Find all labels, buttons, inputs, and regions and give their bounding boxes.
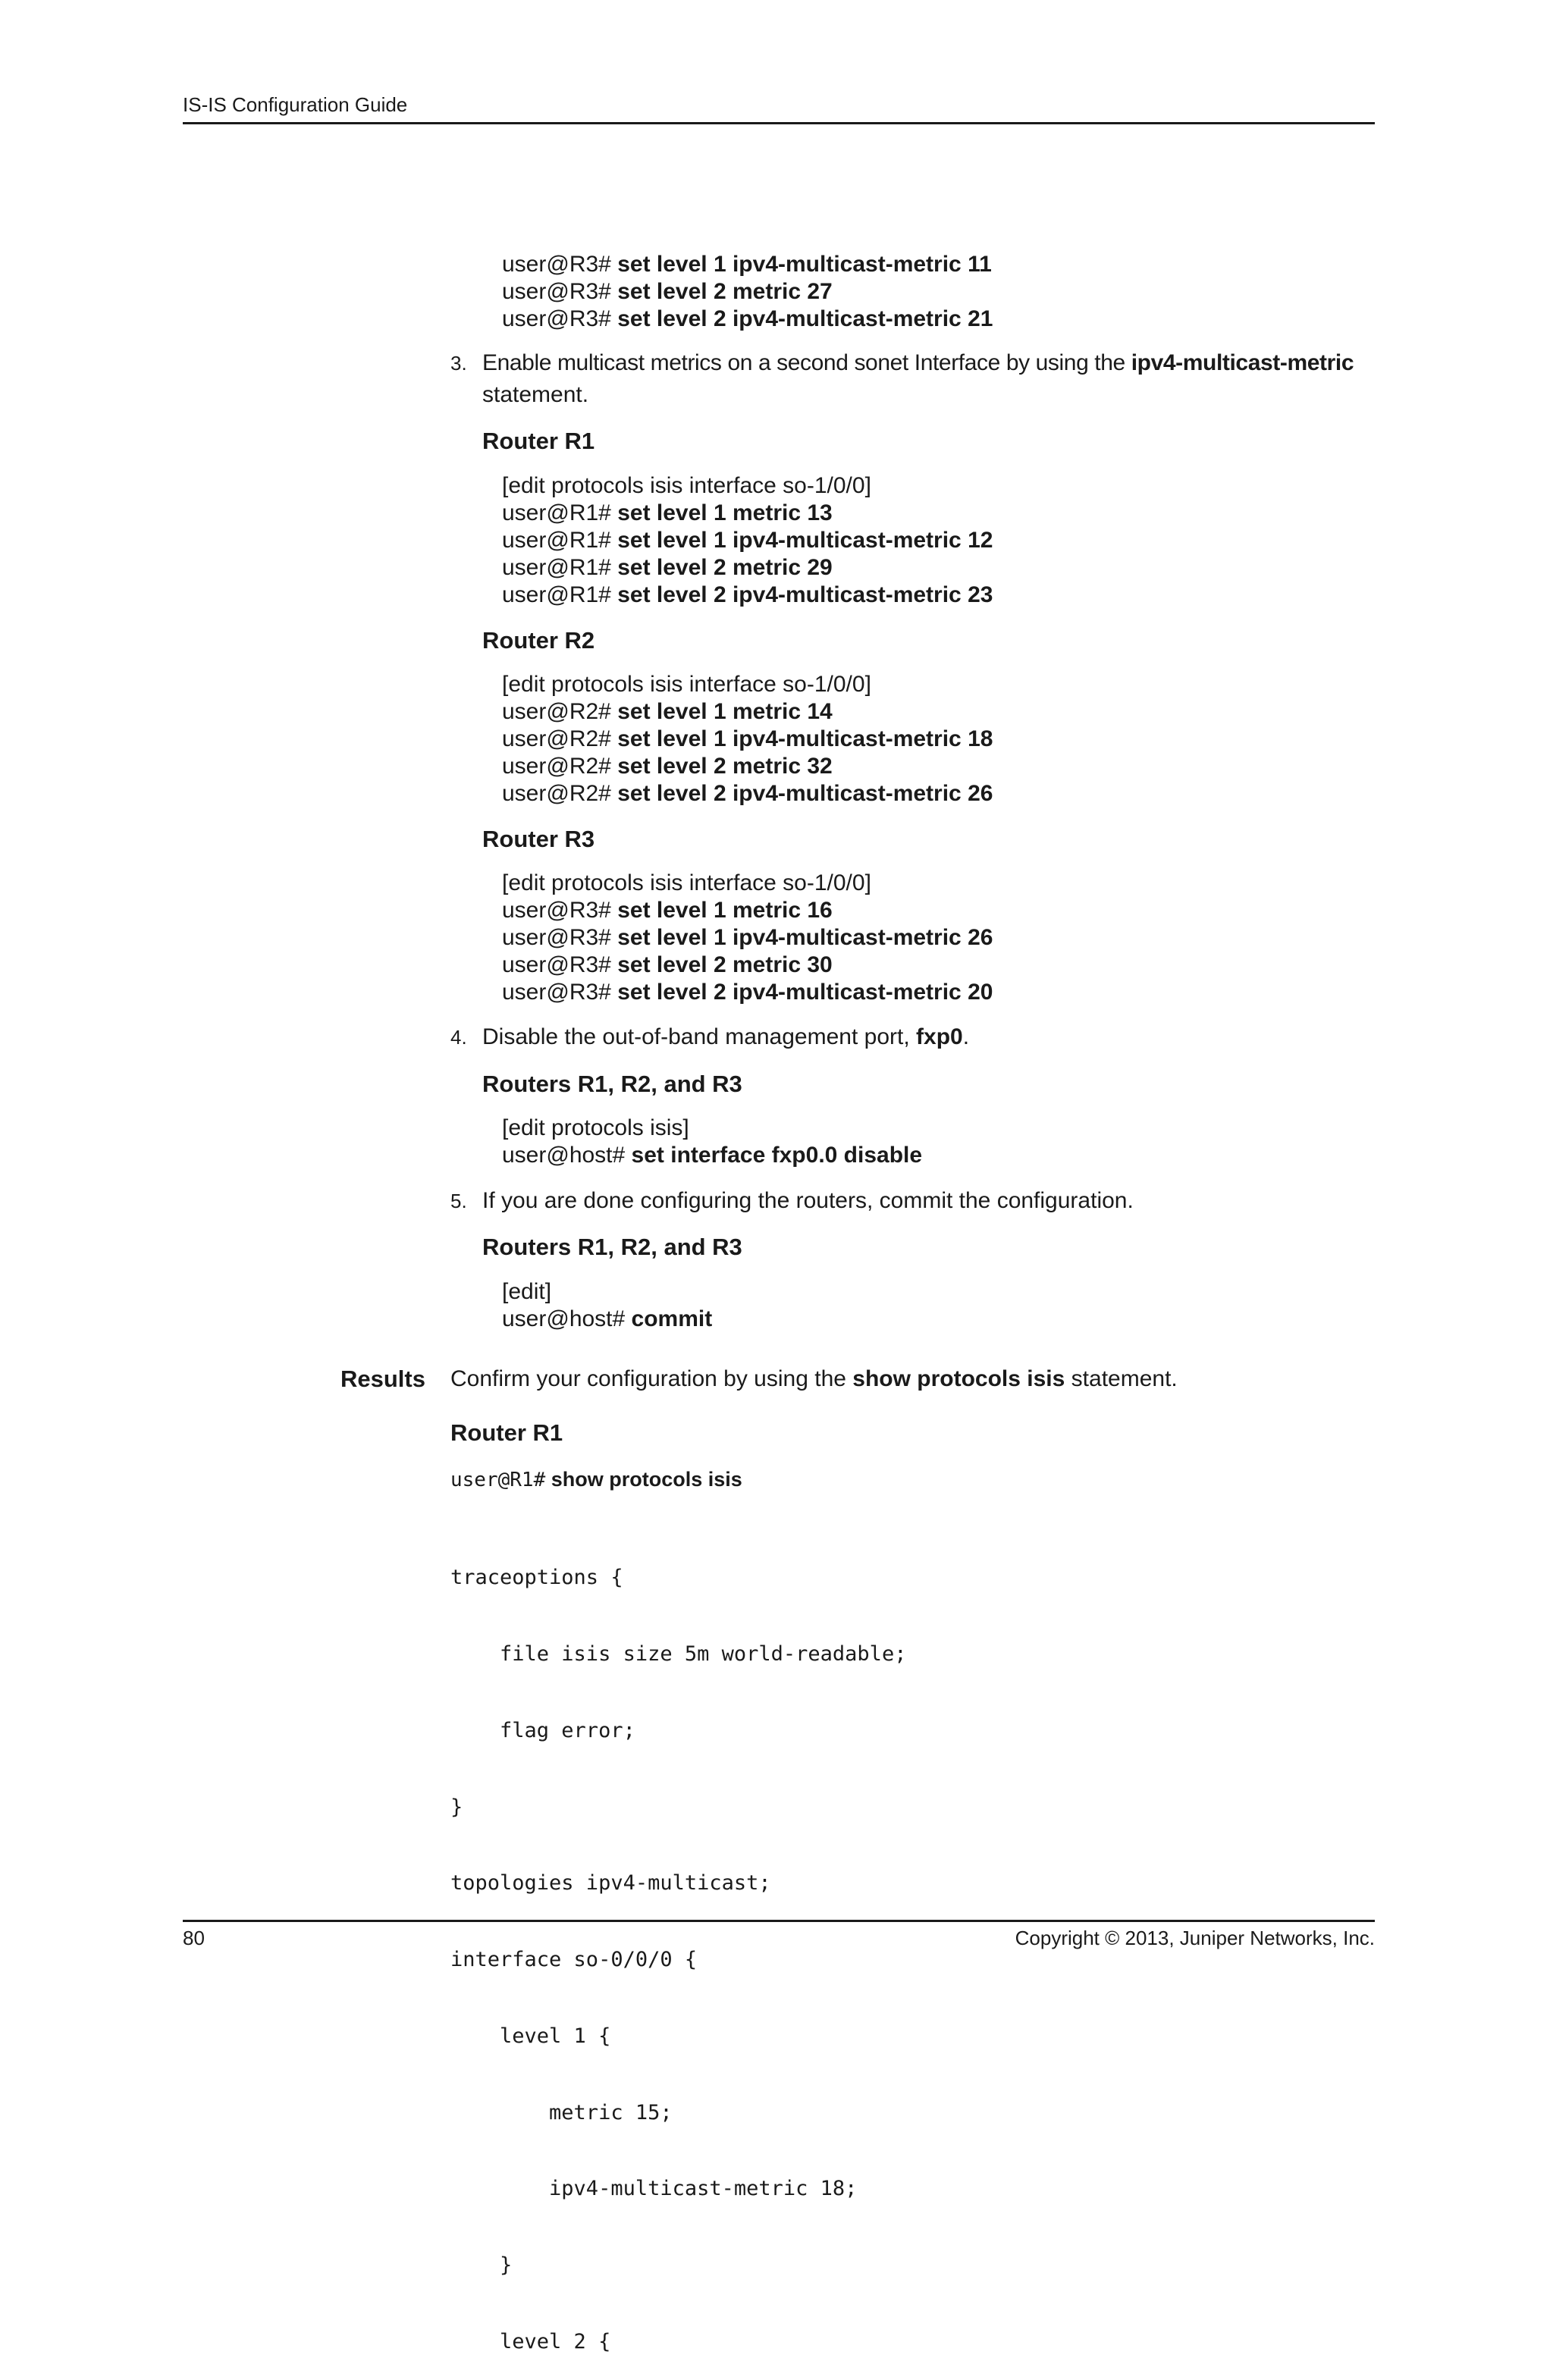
command-line: user@host# commit	[502, 1306, 713, 1331]
command-line: user@R1# show protocols isis	[450, 1468, 742, 1491]
copyright: Copyright © 2013, Juniper Networks, Inc.	[1015, 1927, 1375, 1949]
code-line: level 1 {	[450, 2024, 611, 2048]
edit-hierarchy: [edit protocols isis interface so-1/0/0]	[502, 870, 871, 895]
header-rule	[183, 122, 1375, 124]
edit-hierarchy: [edit protocols isis interface so-1/0/0]	[502, 672, 871, 697]
command-line: user@R1# set level 1 metric 13	[502, 500, 833, 525]
running-header: IS-IS Configuration Guide	[183, 93, 408, 116]
page-number: 80	[183, 1927, 205, 1949]
command-line: user@host# set interface fxp0.0 disable	[502, 1143, 923, 1168]
step-number: 3.	[450, 352, 467, 375]
edit-hierarchy: [edit protocols isis interface so-1/0/0]	[502, 473, 871, 498]
router-heading: Router R3	[482, 826, 595, 852]
code-line: file isis size 5m world-readable;	[450, 1642, 907, 1666]
config-output	[450, 1514, 906, 2380]
code-line: ipv4-multicast-metric 18;	[450, 2177, 858, 2201]
section-sidehead: Results	[340, 1366, 425, 1392]
command-line: user@R1# set level 2 ipv4-multicast-metric 23	[502, 582, 993, 607]
command-line: user@R3# set level 1 ipv4-multicast-metric 26	[502, 925, 993, 950]
step-text: If you are done configuring the routers, commit the configuration.	[482, 1188, 1134, 1213]
command-line: user@R1# set level 2 metric 29	[502, 555, 833, 580]
command-line: user@R3# set level 2 metric 27	[502, 279, 833, 304]
command-line: user@R2# set level 2 metric 32	[502, 754, 833, 779]
edit-hierarchy: [edit protocols isis]	[502, 1115, 689, 1140]
command-line: user@R1# set level 1 ipv4-multicast-metric 12	[502, 528, 993, 553]
router-heading: Router R1	[482, 428, 595, 454]
command-line: user@R3# set level 2 ipv4-multicast-metric 21	[502, 306, 993, 331]
code-line: metric 15;	[450, 2100, 673, 2124]
router-heading: Routers R1, R2, and R3	[482, 1234, 742, 1260]
code-line: topologies ipv4-multicast;	[450, 1871, 771, 1896]
command-line: user@R3# set level 2 metric 30	[502, 952, 833, 977]
command-line: user@R2# set level 1 ipv4-multicast-metric 18	[502, 726, 993, 751]
code-line: level 2 {	[450, 2330, 611, 2353]
results-text: Confirm your configuration by using the show protocols isis statement.	[450, 1366, 1178, 1391]
code-line: flag error;	[450, 1718, 635, 1742]
command-line: user@R2# set level 1 metric 14	[502, 699, 833, 724]
command-line: user@R3# set level 2 ipv4-multicast-metric 20	[502, 980, 993, 1005]
command-line: user@R3# set level 1 ipv4-multicast-metric 11	[502, 252, 992, 277]
code-line: traceoptions {	[450, 1566, 623, 1590]
code-line: }	[450, 1795, 463, 1819]
step-text: Disable the out-of-band management port, fxp0.	[482, 1024, 970, 1049]
edit-hierarchy: [edit]	[502, 1279, 552, 1304]
code-line: interface so-0/0/0 {	[450, 1948, 698, 1972]
code-line: }	[450, 2253, 513, 2278]
footer-rule	[183, 1920, 1375, 1922]
step-number: 4.	[450, 1026, 467, 1049]
step-text: statement.	[482, 382, 589, 407]
command-line: user@R2# set level 2 ipv4-multicast-metric 26	[502, 781, 993, 806]
command-line: user@R3# set level 1 metric 16	[502, 898, 833, 923]
router-heading: Router R1	[450, 1419, 563, 1446]
step-text: Enable multicast metrics on a second sonet Interface by using the ipv4-multicast-metric	[482, 350, 1354, 375]
step-number: 5.	[450, 1190, 467, 1212]
router-heading: Router R2	[482, 627, 595, 654]
router-heading: Routers R1, R2, and R3	[482, 1071, 742, 1097]
